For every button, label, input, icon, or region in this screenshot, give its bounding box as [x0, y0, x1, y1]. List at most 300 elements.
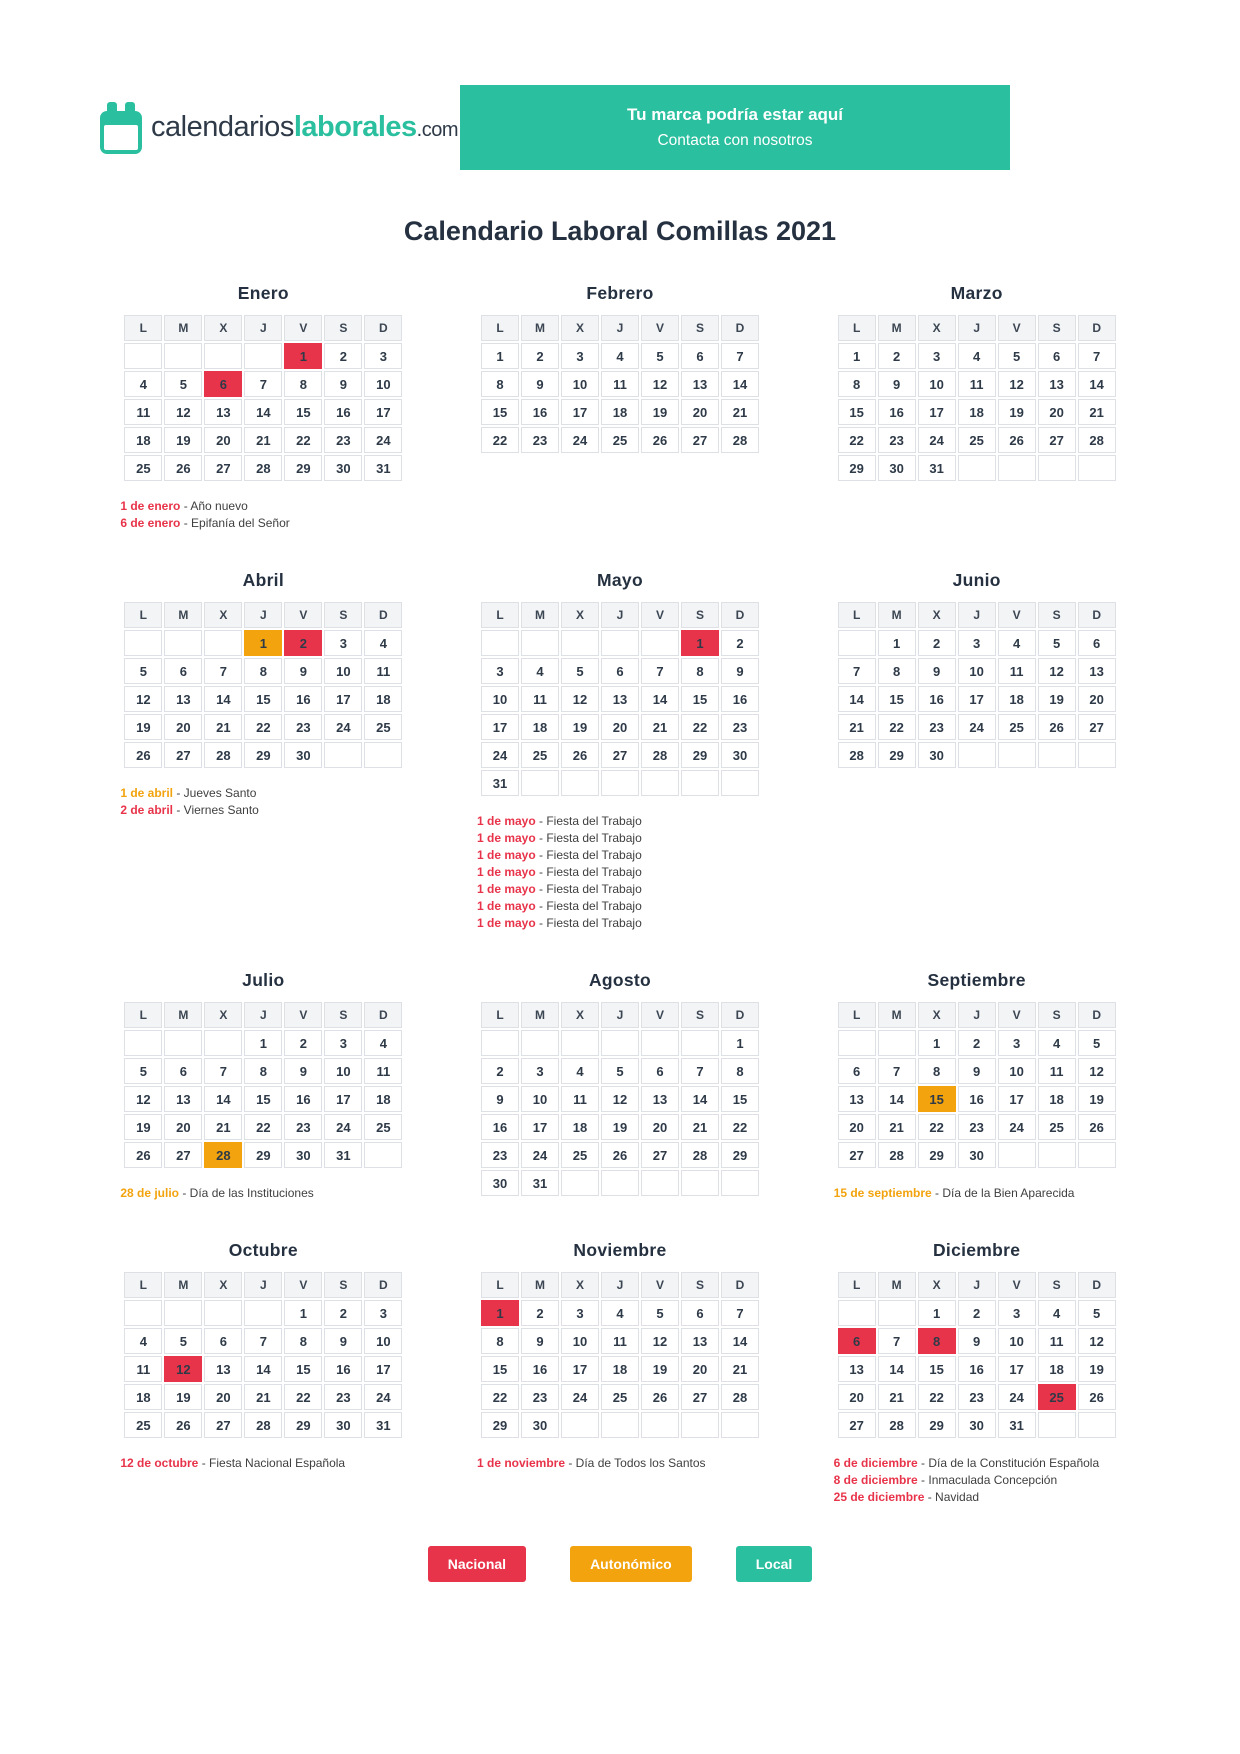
- empty-cell: [721, 1170, 759, 1196]
- holiday-date: 28 de julio: [120, 1186, 180, 1200]
- day-header: J: [244, 602, 282, 628]
- day-cell: 28: [244, 1412, 282, 1438]
- day-cell: 16: [324, 399, 362, 425]
- calendar-week-row: [838, 686, 1116, 712]
- day-header: X: [561, 1002, 599, 1028]
- holiday-notes: [120, 1185, 406, 1202]
- day-cell: 26: [1038, 714, 1076, 740]
- day-header: S: [681, 602, 719, 628]
- day-cell: 14: [681, 1086, 719, 1112]
- day-cell: 14: [838, 686, 876, 712]
- month-julio: [120, 970, 406, 1202]
- day-cell: 13: [838, 1356, 876, 1382]
- day-cell: 9: [284, 658, 322, 684]
- calendar-week-row: [481, 343, 759, 369]
- holiday-description: - Año nuevo: [180, 499, 248, 513]
- day-cell: 30: [284, 742, 322, 768]
- holiday-date: 2 de abril: [120, 803, 174, 817]
- day-header: V: [284, 1272, 322, 1298]
- day-cell: 21: [878, 1114, 916, 1140]
- holiday-day-cell: 8: [918, 1328, 956, 1354]
- day-header: V: [641, 315, 679, 341]
- day-header-row: [481, 315, 759, 341]
- day-cell: 2: [324, 343, 362, 369]
- day-cell: 24: [561, 427, 599, 453]
- day-cell: 12: [561, 686, 599, 712]
- day-cell: 7: [878, 1328, 916, 1354]
- holiday-description: - Fiesta del Trabajo: [535, 831, 642, 845]
- day-cell: 17: [561, 1356, 599, 1382]
- day-cell: 31: [998, 1412, 1036, 1438]
- day-cell: 8: [481, 371, 519, 397]
- calendar-table: [122, 600, 404, 770]
- day-cell: 22: [721, 1114, 759, 1140]
- day-cell: 16: [878, 399, 916, 425]
- day-cell: 23: [721, 714, 759, 740]
- holiday-description: - Fiesta del Trabajo: [535, 882, 642, 896]
- calendar-week-row: [838, 1300, 1116, 1326]
- day-cell: 30: [958, 1142, 996, 1168]
- day-cell: 13: [681, 371, 719, 397]
- holiday-notes: [477, 813, 763, 932]
- day-cell: 21: [838, 714, 876, 740]
- day-cell: 3: [481, 658, 519, 684]
- day-cell: 6: [601, 658, 639, 684]
- day-cell: 17: [364, 399, 402, 425]
- empty-cell: [1038, 455, 1076, 481]
- day-cell: 18: [124, 427, 162, 453]
- holiday-note: [120, 802, 406, 819]
- empty-cell: [561, 1170, 599, 1196]
- day-cell: 21: [1078, 399, 1116, 425]
- empty-cell: [838, 1300, 876, 1326]
- calendar-week-row: [124, 343, 402, 369]
- day-cell: 9: [721, 658, 759, 684]
- day-header: M: [521, 315, 559, 341]
- day-cell: 15: [721, 1086, 759, 1112]
- day-cell: 10: [324, 658, 362, 684]
- day-cell: 9: [521, 371, 559, 397]
- holiday-description: - Fiesta Nacional Española: [198, 1456, 346, 1470]
- day-cell: 22: [244, 714, 282, 740]
- calendar-week-row: [838, 343, 1116, 369]
- calendar-week-row: [481, 1030, 759, 1056]
- calendar-table: [836, 600, 1118, 770]
- holiday-note: [120, 785, 406, 802]
- day-cell: 22: [918, 1384, 956, 1410]
- day-cell: 8: [284, 371, 322, 397]
- day-cell: 12: [124, 686, 162, 712]
- calendar-table: [122, 1270, 404, 1440]
- day-cell: 22: [284, 427, 322, 453]
- day-cell: 29: [878, 742, 916, 768]
- holiday-date: 1 de mayo: [476, 848, 536, 862]
- day-cell: 8: [681, 658, 719, 684]
- day-cell: 18: [601, 399, 639, 425]
- day-cell: 15: [878, 686, 916, 712]
- day-cell: 20: [164, 1114, 202, 1140]
- holiday-day-cell: 28: [204, 1142, 242, 1168]
- day-cell: 10: [364, 1328, 402, 1354]
- day-cell: 9: [521, 1328, 559, 1354]
- holiday-description: - Inmaculada Concepción: [917, 1473, 1058, 1487]
- day-cell: 17: [324, 1086, 362, 1112]
- day-cell: 24: [364, 427, 402, 453]
- day-cell: 3: [561, 343, 599, 369]
- day-cell: 8: [284, 1328, 322, 1354]
- day-cell: 21: [878, 1384, 916, 1410]
- day-cell: 18: [521, 714, 559, 740]
- day-cell: 7: [244, 371, 282, 397]
- empty-cell: [1038, 1412, 1076, 1438]
- day-cell: 19: [561, 714, 599, 740]
- empty-cell: [561, 1412, 599, 1438]
- day-cell: 23: [521, 1384, 559, 1410]
- day-cell: 10: [958, 658, 996, 684]
- calendar-week-row: [124, 1142, 402, 1168]
- day-cell: 1: [244, 1030, 282, 1056]
- day-cell: 14: [878, 1086, 916, 1112]
- calendar-table: [836, 1270, 1118, 1440]
- day-cell: 23: [324, 427, 362, 453]
- calendar-week-row: [481, 658, 759, 684]
- page-title: Calendario Laboral Comillas 2021: [403, 216, 837, 246]
- calendar-week-row: [838, 630, 1116, 656]
- day-cell: 28: [641, 742, 679, 768]
- month-diciembre: [834, 1240, 1120, 1506]
- day-cell: 24: [561, 1384, 599, 1410]
- month-title: Junio: [952, 570, 1001, 590]
- day-cell: 24: [998, 1384, 1036, 1410]
- day-header: J: [244, 1002, 282, 1028]
- day-cell: 28: [244, 455, 282, 481]
- site-logo[interactable]: [100, 102, 458, 154]
- day-cell: 5: [641, 343, 679, 369]
- day-cell: 6: [204, 1328, 242, 1354]
- day-cell: 2: [284, 1030, 322, 1056]
- day-cell: 8: [878, 658, 916, 684]
- day-cell: 6: [164, 658, 202, 684]
- day-cell: 10: [481, 686, 519, 712]
- month-title: Agosto: [588, 970, 652, 990]
- day-cell: 31: [324, 1142, 362, 1168]
- day-cell: 6: [681, 343, 719, 369]
- day-cell: 14: [878, 1356, 916, 1382]
- day-cell: 16: [481, 1114, 519, 1140]
- holiday-day-cell: 12: [164, 1356, 202, 1382]
- day-cell: 4: [364, 1030, 402, 1056]
- holiday-note: [120, 1185, 406, 1202]
- day-cell: 17: [481, 714, 519, 740]
- day-cell: 21: [204, 1114, 242, 1140]
- day-cell: 5: [1038, 630, 1076, 656]
- calendar-week-row: [481, 1170, 759, 1196]
- day-cell: 20: [681, 1356, 719, 1382]
- day-cell: 4: [521, 658, 559, 684]
- holiday-note: [477, 898, 763, 915]
- day-cell: 16: [284, 686, 322, 712]
- calendar-week-row: [838, 455, 1116, 481]
- logo-text-com: .com: [416, 119, 459, 141]
- day-cell: 12: [164, 399, 202, 425]
- day-cell: 26: [1078, 1114, 1116, 1140]
- calendar-week-row: [124, 1384, 402, 1410]
- empty-cell: [204, 630, 242, 656]
- day-cell: 21: [641, 714, 679, 740]
- day-cell: 12: [998, 371, 1036, 397]
- day-cell: 1: [918, 1030, 956, 1056]
- calendar-week-row: [481, 1114, 759, 1140]
- day-cell: 14: [244, 399, 282, 425]
- day-header-row: [838, 602, 1116, 628]
- month-title: Enero: [237, 283, 289, 303]
- holiday-note: [120, 515, 406, 532]
- legend-regional-button[interactable]: Autonómico: [570, 1546, 692, 1582]
- day-cell: 10: [364, 371, 402, 397]
- day-header: L: [124, 602, 162, 628]
- day-cell: 9: [958, 1058, 996, 1084]
- empty-cell: [998, 742, 1036, 768]
- ad-banner[interactable]: [460, 85, 1010, 170]
- empty-cell: [124, 1300, 162, 1326]
- holiday-description: - Jueves Santo: [173, 786, 257, 800]
- day-cell: 11: [364, 658, 402, 684]
- day-cell: 18: [124, 1384, 162, 1410]
- day-cell: 17: [364, 1356, 402, 1382]
- day-header: M: [878, 602, 916, 628]
- day-cell: 22: [918, 1114, 956, 1140]
- day-cell: 14: [244, 1356, 282, 1382]
- day-cell: 14: [204, 1086, 242, 1112]
- empty-cell: [204, 1300, 242, 1326]
- day-header: S: [681, 1002, 719, 1028]
- holiday-description: - Navidad: [924, 1490, 980, 1504]
- empty-cell: [124, 630, 162, 656]
- day-cell: 31: [481, 770, 519, 796]
- day-cell: 15: [284, 399, 322, 425]
- calendar-week-row: [124, 1114, 402, 1140]
- day-cell: 18: [364, 1086, 402, 1112]
- day-cell: 26: [124, 742, 162, 768]
- day-cell: 21: [681, 1114, 719, 1140]
- calendar-week-row: [838, 427, 1116, 453]
- day-cell: 10: [324, 1058, 362, 1084]
- day-cell: 2: [958, 1300, 996, 1326]
- day-header: S: [1038, 1272, 1076, 1298]
- day-header: V: [998, 315, 1036, 341]
- empty-cell: [481, 630, 519, 656]
- day-cell: 11: [521, 686, 559, 712]
- day-header: V: [284, 1002, 322, 1028]
- holiday-date: 25 de diciembre: [833, 1490, 925, 1504]
- day-cell: 26: [561, 742, 599, 768]
- day-cell: 29: [244, 1142, 282, 1168]
- day-cell: 28: [838, 742, 876, 768]
- empty-cell: [641, 770, 679, 796]
- month-noviembre: [477, 1240, 763, 1472]
- month-title: Abril: [242, 570, 285, 590]
- day-header-row: [838, 315, 1116, 341]
- day-cell: 6: [1038, 343, 1076, 369]
- day-cell: 15: [481, 1356, 519, 1382]
- holiday-date: 6 de diciembre: [833, 1456, 918, 1470]
- day-cell: 2: [878, 343, 916, 369]
- day-cell: 14: [1078, 371, 1116, 397]
- day-cell: 3: [521, 1058, 559, 1084]
- day-cell: 20: [601, 714, 639, 740]
- month-enero: [120, 283, 406, 532]
- day-header: S: [1038, 1002, 1076, 1028]
- calendar-week-row: [838, 1030, 1116, 1056]
- day-cell: 27: [204, 1412, 242, 1438]
- empty-cell: [204, 343, 242, 369]
- day-cell: 26: [998, 427, 1036, 453]
- day-header: J: [958, 602, 996, 628]
- day-cell: 8: [838, 371, 876, 397]
- calendar-week-row: [838, 714, 1116, 740]
- holiday-notes: [834, 1185, 1120, 1202]
- holiday-notes: [120, 1455, 406, 1472]
- day-cell: 31: [918, 455, 956, 481]
- calendar-week-row: [481, 1412, 759, 1438]
- calendar-week-row: [481, 1058, 759, 1084]
- calendar-week-row: [124, 1058, 402, 1084]
- months-grid: [100, 283, 1140, 1506]
- legend-local-button[interactable]: Local: [736, 1546, 813, 1582]
- day-cell: 14: [721, 1328, 759, 1354]
- day-cell: 17: [998, 1356, 1036, 1382]
- day-header: X: [204, 315, 242, 341]
- day-cell: 10: [561, 1328, 599, 1354]
- day-cell: 27: [204, 455, 242, 481]
- day-header: J: [601, 1002, 639, 1028]
- day-cell: 15: [681, 686, 719, 712]
- holiday-day-cell: 1: [244, 630, 282, 656]
- day-cell: 21: [721, 1356, 759, 1382]
- calendar-table: [479, 1270, 761, 1440]
- day-cell: 4: [124, 1328, 162, 1354]
- empty-cell: [681, 1412, 719, 1438]
- calendar-week-row: [838, 1328, 1116, 1354]
- day-cell: 20: [204, 427, 242, 453]
- day-header: L: [838, 602, 876, 628]
- day-header: M: [164, 1002, 202, 1028]
- day-cell: 19: [124, 1114, 162, 1140]
- day-cell: 11: [124, 399, 162, 425]
- day-cell: 4: [561, 1058, 599, 1084]
- calendar-week-row: [124, 686, 402, 712]
- day-cell: 29: [681, 742, 719, 768]
- day-header-row: [481, 1002, 759, 1028]
- day-cell: 18: [364, 686, 402, 712]
- empty-cell: [601, 1170, 639, 1196]
- day-header: D: [1078, 1272, 1116, 1298]
- holiday-date: 1 de abril: [120, 786, 174, 800]
- month-title: Julio: [242, 970, 285, 990]
- day-cell: 3: [958, 630, 996, 656]
- day-cell: 19: [641, 1356, 679, 1382]
- day-cell: 17: [521, 1114, 559, 1140]
- calendar-week-row: [481, 427, 759, 453]
- empty-cell: [244, 1300, 282, 1326]
- day-cell: 28: [721, 1384, 759, 1410]
- calendar-week-row: [838, 658, 1116, 684]
- day-header: X: [204, 1272, 242, 1298]
- logo-text-laborales: laborales: [293, 111, 417, 143]
- empty-cell: [364, 1142, 402, 1168]
- day-header: D: [1078, 315, 1116, 341]
- day-cell: 15: [838, 399, 876, 425]
- calendar-week-row: [481, 630, 759, 656]
- calendar-table: [479, 313, 761, 455]
- day-header: D: [721, 315, 759, 341]
- calendar-week-row: [838, 1058, 1116, 1084]
- calendar-week-row: [124, 1030, 402, 1056]
- month-agosto: [477, 970, 763, 1198]
- day-cell: 30: [324, 455, 362, 481]
- calendar-week-row: [124, 371, 402, 397]
- day-cell: 24: [481, 742, 519, 768]
- empty-cell: [164, 1300, 202, 1326]
- day-cell: 25: [601, 427, 639, 453]
- calendar-table: [479, 1000, 761, 1198]
- day-header: L: [481, 315, 519, 341]
- day-cell: 18: [561, 1114, 599, 1140]
- banner-contact-link[interactable]: Contacta con nosotros: [657, 132, 813, 149]
- day-cell: 11: [958, 371, 996, 397]
- day-header: M: [164, 602, 202, 628]
- day-cell: 4: [124, 371, 162, 397]
- day-cell: 21: [244, 1384, 282, 1410]
- day-cell: 11: [601, 1328, 639, 1354]
- day-cell: 13: [204, 1356, 242, 1382]
- day-cell: 27: [838, 1142, 876, 1168]
- day-cell: 22: [284, 1384, 322, 1410]
- empty-cell: [124, 1030, 162, 1056]
- day-cell: 29: [918, 1142, 956, 1168]
- day-cell: 3: [561, 1300, 599, 1326]
- day-cell: 16: [918, 686, 956, 712]
- day-cell: 19: [1038, 686, 1076, 712]
- calendar-week-row: [124, 1300, 402, 1326]
- day-cell: 11: [998, 658, 1036, 684]
- day-cell: 13: [681, 1328, 719, 1354]
- day-cell: 17: [998, 1086, 1036, 1112]
- day-cell: 12: [124, 1086, 162, 1112]
- day-cell: 30: [284, 1142, 322, 1168]
- day-header: D: [721, 602, 759, 628]
- day-cell: 5: [124, 1058, 162, 1084]
- day-cell: 25: [998, 714, 1036, 740]
- legend-national-button[interactable]: Nacional: [428, 1546, 526, 1582]
- day-cell: 7: [838, 658, 876, 684]
- calendar-week-row: [838, 1356, 1116, 1382]
- empty-cell: [561, 770, 599, 796]
- day-cell: 7: [721, 1300, 759, 1326]
- day-cell: 7: [681, 1058, 719, 1084]
- day-header: D: [1078, 602, 1116, 628]
- day-cell: 16: [721, 686, 759, 712]
- month-septiembre: [834, 970, 1120, 1202]
- holiday-note: [477, 813, 763, 830]
- day-cell: 26: [641, 1384, 679, 1410]
- day-header: V: [998, 1272, 1036, 1298]
- calendar-week-row: [124, 1086, 402, 1112]
- holiday-note: [120, 498, 406, 515]
- day-header: S: [681, 1272, 719, 1298]
- day-cell: 18: [1038, 1086, 1076, 1112]
- holiday-date: 1 de mayo: [476, 865, 536, 879]
